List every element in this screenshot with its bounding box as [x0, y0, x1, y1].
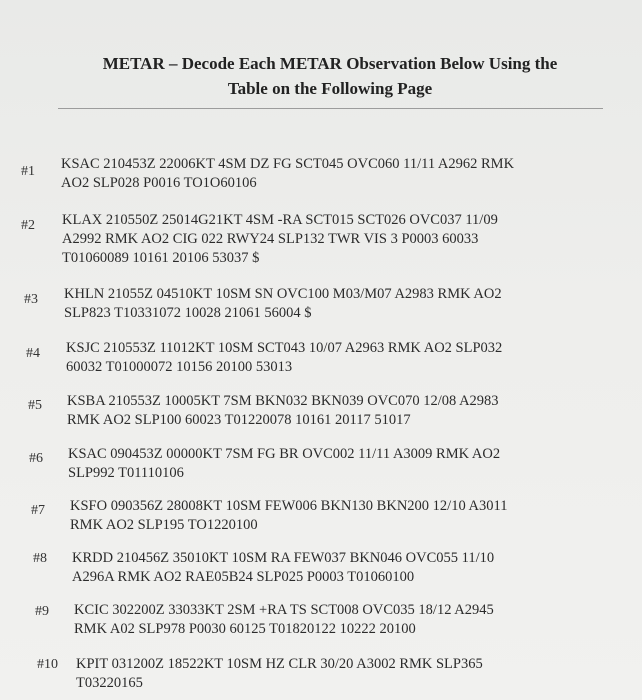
observation-text — [67, 392, 499, 430]
observation-text — [64, 285, 502, 323]
observation-number: #4 — [26, 346, 40, 361]
observation-text — [76, 655, 483, 693]
observation-line: KLAX 210550Z 25014G21KT 4SM -RA SCT015 SCT026 OVC037 11/09 — [62, 212, 498, 228]
observation-line: KSAC 090453Z 00000KT 7SM FG BR OVC002 11/11 A3009 RMK AO2 — [68, 446, 501, 462]
observation-line: KCIC 302200Z 33033KT 2SM +RA TS SCT008 OVC035 18/12 A2945 — [74, 602, 494, 618]
observation-number: #5 — [28, 398, 42, 413]
observation-text — [62, 211, 498, 268]
observation-line: KSJC 210553Z 11012KT 10SM SCT043 10/07 A2963 RMK AO2 SLP032 — [66, 340, 503, 356]
observation-number: #3 — [24, 292, 38, 307]
observation-line: A296A RMK AO2 RAE05B24 SLP025 P0003 T01060100 — [72, 569, 415, 585]
observation-line: RMK A02 SLP978 P0030 60125 T01820122 10222 20100 — [74, 621, 416, 637]
observation-line: KRDD 210456Z 35010KT 10SM RA FEW037 BKN046 OVC055 11/10 — [72, 550, 495, 566]
observation-line: AO2 SLP028 P0016 TO1O60106 — [61, 175, 257, 191]
title-line-2: Table on the Following Page — [227, 79, 433, 98]
observation-text — [70, 497, 507, 535]
observation-number: #6 — [29, 451, 43, 466]
page-title — [60, 51, 600, 101]
observation-line: KPIT 031200Z 18522KT 10SM HZ CLR 30/20 A3002 RMK SLP365 — [76, 656, 483, 672]
observation-line: SLP823 T10331072 10028 21061 56004 $ — [64, 305, 312, 321]
title-line-1: METAR – Decode Each METAR Observation Below Using the — [102, 54, 558, 73]
observation-text — [72, 549, 494, 587]
observation-number: #1 — [21, 164, 35, 179]
observation-number: #7 — [31, 503, 45, 518]
observation-text — [68, 445, 500, 483]
observation-number: #10 — [37, 657, 58, 672]
observation-line: KSBA 210553Z 10005KT 7SM BKN032 BKN039 OVC070 12/08 A2983 — [67, 393, 499, 409]
observation-text — [74, 601, 494, 639]
observation-number: #9 — [35, 604, 49, 619]
title-divider — [58, 108, 603, 109]
observation-line: KSFO 090356Z 28008KT 10SM FEW006 BKN130 BKN200 12/10 A3011 — [70, 498, 508, 514]
observation-line: A2992 RMK AO2 CIG 022 RWY24 SLP132 TWR VIS 3 P0003 60033 — [62, 231, 479, 247]
observation-line: KSAC 210453Z 22006KT 4SM DZ FG SCT045 OVC060 11/11 A2962 RMK — [61, 156, 515, 172]
observation-number: #8 — [33, 551, 47, 566]
observation-text — [61, 155, 514, 193]
observation-number: #2 — [21, 218, 35, 233]
observation-line: T01060089 10161 20106 53037 $ — [62, 250, 260, 266]
observation-line: T03220165 — [76, 675, 143, 691]
observation-line: RMK AO2 SLP100 60023 T01220078 10161 20117 51017 — [67, 412, 411, 428]
observation-line: KHLN 21055Z 04510KT 10SM SN OVC100 M03/M07 A2983 RMK AO2 — [64, 286, 502, 302]
observation-text — [66, 339, 502, 377]
observation-line: RMK AO2 SLP195 TO1220100 — [70, 517, 258, 533]
observation-line: SLP992 T01110106 — [68, 465, 184, 481]
observation-line: 60032 T01000072 10156 20100 53013 — [66, 359, 293, 375]
